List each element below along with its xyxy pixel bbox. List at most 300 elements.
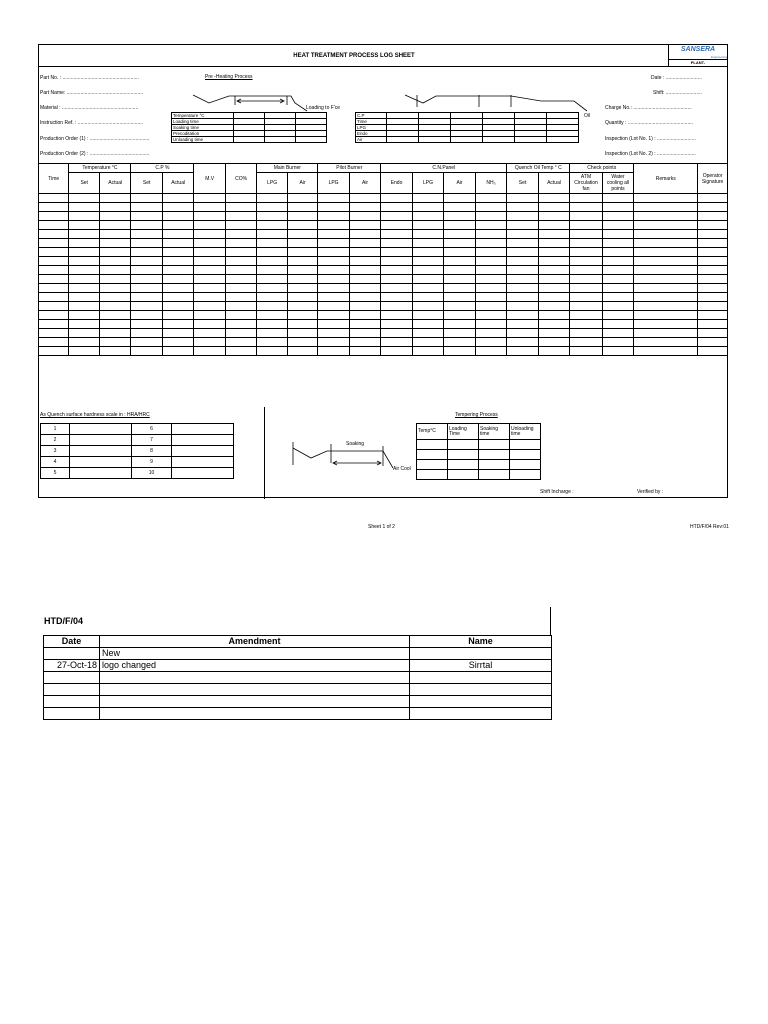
- log-cell[interactable]: [634, 221, 698, 230]
- log-cell[interactable]: [131, 329, 162, 338]
- hardness-value[interactable]: [172, 435, 234, 446]
- log-cell[interactable]: [475, 311, 507, 320]
- log-cell[interactable]: [162, 230, 193, 239]
- log-cell[interactable]: [602, 203, 633, 212]
- log-cell[interactable]: [69, 203, 99, 212]
- log-cell[interactable]: [444, 239, 475, 248]
- log-cell[interactable]: [69, 302, 99, 311]
- log-cell[interactable]: [131, 320, 162, 329]
- log-cell[interactable]: [162, 239, 193, 248]
- log-cell[interactable]: [39, 221, 69, 230]
- log-cell[interactable]: [162, 257, 193, 266]
- log-cell[interactable]: [131, 293, 162, 302]
- amendment-name[interactable]: Sirrtal: [410, 660, 552, 672]
- amendment-amendment[interactable]: logo changed: [100, 660, 410, 672]
- log-cell[interactable]: [381, 230, 412, 239]
- log-cell[interactable]: [318, 221, 349, 230]
- tempering-cell[interactable]: [479, 460, 510, 470]
- log-cell[interactable]: [131, 194, 162, 203]
- part-no-field[interactable]: Part No. : .......................................................: [40, 75, 139, 81]
- log-cell[interactable]: [507, 302, 538, 311]
- log-cell[interactable]: [381, 347, 412, 356]
- log-cell[interactable]: [131, 347, 162, 356]
- amendment-name[interactable]: [410, 708, 552, 720]
- tempering-cell[interactable]: [448, 470, 479, 480]
- log-cell[interactable]: [412, 230, 443, 239]
- log-cell[interactable]: [698, 239, 728, 248]
- charge-no-field[interactable]: Charge No.: ..........................................: [605, 105, 692, 111]
- amendment-amendment[interactable]: [100, 696, 410, 708]
- log-cell[interactable]: [69, 347, 99, 356]
- log-cell[interactable]: [444, 194, 475, 203]
- log-cell[interactable]: [69, 275, 99, 284]
- log-cell[interactable]: [538, 320, 569, 329]
- log-cell[interactable]: [39, 320, 69, 329]
- log-cell[interactable]: [381, 302, 412, 311]
- log-cell[interactable]: [381, 284, 412, 293]
- log-cell[interactable]: [381, 248, 412, 257]
- log-cell[interactable]: [602, 302, 633, 311]
- log-cell[interactable]: [287, 320, 317, 329]
- log-cell[interactable]: [538, 230, 569, 239]
- log-cell[interactable]: [602, 320, 633, 329]
- preheat-right-cell[interactable]: [547, 137, 579, 143]
- log-cell[interactable]: [698, 284, 728, 293]
- log-cell[interactable]: [194, 194, 225, 203]
- log-cell[interactable]: [225, 320, 256, 329]
- preheat-right-cell[interactable]: [483, 137, 515, 143]
- log-cell[interactable]: [507, 329, 538, 338]
- log-cell[interactable]: [444, 221, 475, 230]
- hardness-value[interactable]: [172, 468, 234, 479]
- log-cell[interactable]: [225, 302, 256, 311]
- shift-incharge-field[interactable]: Shift Incharge :: [540, 489, 574, 495]
- log-cell[interactable]: [412, 266, 443, 275]
- log-cell[interactable]: [225, 293, 256, 302]
- log-cell[interactable]: [381, 320, 412, 329]
- log-cell[interactable]: [570, 338, 603, 347]
- log-cell[interactable]: [39, 347, 69, 356]
- log-cell[interactable]: [381, 212, 412, 221]
- log-cell[interactable]: [381, 239, 412, 248]
- log-cell[interactable]: [634, 338, 698, 347]
- log-cell[interactable]: [194, 329, 225, 338]
- log-cell[interactable]: [39, 311, 69, 320]
- production-order-1-field[interactable]: Production Order (1) : ...........................................: [40, 136, 150, 142]
- log-cell[interactable]: [39, 275, 69, 284]
- log-cell[interactable]: [444, 302, 475, 311]
- log-cell[interactable]: [634, 302, 698, 311]
- amendment-amendment[interactable]: New: [100, 648, 410, 660]
- log-cell[interactable]: [570, 302, 603, 311]
- log-cell[interactable]: [318, 275, 349, 284]
- log-cell[interactable]: [287, 275, 317, 284]
- log-cell[interactable]: [194, 347, 225, 356]
- log-cell[interactable]: [131, 221, 162, 230]
- log-cell[interactable]: [538, 338, 569, 347]
- log-cell[interactable]: [538, 266, 569, 275]
- log-cell[interactable]: [194, 212, 225, 221]
- log-cell[interactable]: [131, 266, 162, 275]
- log-cell[interactable]: [475, 194, 507, 203]
- log-cell[interactable]: [162, 293, 193, 302]
- log-cell[interactable]: [602, 329, 633, 338]
- amendment-amendment[interactable]: [100, 708, 410, 720]
- log-cell[interactable]: [444, 257, 475, 266]
- log-cell[interactable]: [381, 266, 412, 275]
- log-cell[interactable]: [69, 284, 99, 293]
- log-cell[interactable]: [381, 275, 412, 284]
- log-cell[interactable]: [507, 248, 538, 257]
- log-cell[interactable]: [444, 320, 475, 329]
- amendment-amendment[interactable]: [100, 684, 410, 696]
- log-cell[interactable]: [349, 230, 380, 239]
- amendment-amendment[interactable]: [100, 672, 410, 684]
- log-cell[interactable]: [412, 194, 443, 203]
- instruction-ref-field[interactable]: Instruction Ref. : ...............................................: [40, 120, 144, 126]
- log-cell[interactable]: [131, 275, 162, 284]
- amendment-name[interactable]: [410, 696, 552, 708]
- hardness-value[interactable]: [172, 424, 234, 435]
- log-cell[interactable]: [131, 257, 162, 266]
- log-cell[interactable]: [225, 248, 256, 257]
- log-cell[interactable]: [444, 338, 475, 347]
- log-cell[interactable]: [570, 275, 603, 284]
- log-cell[interactable]: [698, 311, 728, 320]
- log-cell[interactable]: [475, 320, 507, 329]
- verified-by-field[interactable]: Verified by :: [637, 489, 664, 495]
- log-cell[interactable]: [698, 293, 728, 302]
- log-cell[interactable]: [257, 248, 287, 257]
- log-cell[interactable]: [570, 248, 603, 257]
- log-cell[interactable]: [318, 194, 349, 203]
- log-cell[interactable]: [287, 203, 317, 212]
- log-cell[interactable]: [162, 329, 193, 338]
- log-cell[interactable]: [538, 257, 569, 266]
- log-cell[interactable]: [538, 248, 569, 257]
- log-cell[interactable]: [257, 266, 287, 275]
- log-cell[interactable]: [131, 230, 162, 239]
- log-cell[interactable]: [318, 338, 349, 347]
- log-cell[interactable]: [257, 257, 287, 266]
- log-cell[interactable]: [225, 284, 256, 293]
- log-cell[interactable]: [507, 266, 538, 275]
- log-cell[interactable]: [39, 284, 69, 293]
- log-cell[interactable]: [538, 212, 569, 221]
- log-cell[interactable]: [412, 248, 443, 257]
- log-cell[interactable]: [287, 293, 317, 302]
- log-cell[interactable]: [475, 203, 507, 212]
- log-cell[interactable]: [162, 194, 193, 203]
- log-cell[interactable]: [698, 338, 728, 347]
- log-cell[interactable]: [318, 248, 349, 257]
- log-cell[interactable]: [225, 275, 256, 284]
- log-cell[interactable]: [318, 266, 349, 275]
- material-field[interactable]: Material : .......................................................: [40, 105, 139, 111]
- log-cell[interactable]: [507, 203, 538, 212]
- log-cell[interactable]: [99, 248, 131, 257]
- log-cell[interactable]: [69, 266, 99, 275]
- log-cell[interactable]: [698, 329, 728, 338]
- log-cell[interactable]: [634, 194, 698, 203]
- log-cell[interactable]: [412, 320, 443, 329]
- log-cell[interactable]: [570, 266, 603, 275]
- log-cell[interactable]: [257, 329, 287, 338]
- log-cell[interactable]: [538, 311, 569, 320]
- log-cell[interactable]: [39, 329, 69, 338]
- log-cell[interactable]: [475, 293, 507, 302]
- log-cell[interactable]: [194, 257, 225, 266]
- log-cell[interactable]: [507, 257, 538, 266]
- log-cell[interactable]: [287, 329, 317, 338]
- log-cell[interactable]: [444, 329, 475, 338]
- log-cell[interactable]: [507, 275, 538, 284]
- log-cell[interactable]: [634, 239, 698, 248]
- log-cell[interactable]: [162, 221, 193, 230]
- log-cell[interactable]: [257, 239, 287, 248]
- log-cell[interactable]: [349, 194, 380, 203]
- hardness-value[interactable]: [70, 435, 132, 446]
- log-cell[interactable]: [131, 248, 162, 257]
- log-cell[interactable]: [257, 293, 287, 302]
- log-cell[interactable]: [602, 311, 633, 320]
- tempering-cell[interactable]: [510, 440, 541, 450]
- log-cell[interactable]: [318, 230, 349, 239]
- tempering-cell[interactable]: [448, 440, 479, 450]
- date-field[interactable]: Date : ..........................: [651, 75, 702, 81]
- log-cell[interactable]: [698, 347, 728, 356]
- log-cell[interactable]: [162, 320, 193, 329]
- log-cell[interactable]: [602, 221, 633, 230]
- production-order-2-field[interactable]: Production Order (2) : ...........................................: [40, 151, 150, 157]
- log-cell[interactable]: [698, 266, 728, 275]
- log-cell[interactable]: [287, 221, 317, 230]
- log-cell[interactable]: [634, 212, 698, 221]
- log-cell[interactable]: [194, 203, 225, 212]
- log-cell[interactable]: [131, 239, 162, 248]
- tempering-cell[interactable]: [510, 460, 541, 470]
- hardness-value[interactable]: [70, 468, 132, 479]
- log-cell[interactable]: [287, 311, 317, 320]
- log-cell[interactable]: [131, 311, 162, 320]
- log-cell[interactable]: [39, 293, 69, 302]
- log-cell[interactable]: [634, 230, 698, 239]
- log-cell[interactable]: [602, 284, 633, 293]
- log-cell[interactable]: [507, 230, 538, 239]
- log-cell[interactable]: [538, 221, 569, 230]
- log-cell[interactable]: [39, 230, 69, 239]
- log-cell[interactable]: [444, 248, 475, 257]
- log-cell[interactable]: [225, 266, 256, 275]
- log-cell[interactable]: [349, 293, 380, 302]
- log-cell[interactable]: [131, 203, 162, 212]
- log-cell[interactable]: [538, 284, 569, 293]
- log-cell[interactable]: [349, 284, 380, 293]
- log-cell[interactable]: [381, 194, 412, 203]
- log-cell[interactable]: [412, 203, 443, 212]
- log-cell[interactable]: [634, 293, 698, 302]
- log-cell[interactable]: [287, 284, 317, 293]
- log-cell[interactable]: [381, 203, 412, 212]
- log-cell[interactable]: [634, 347, 698, 356]
- log-cell[interactable]: [69, 248, 99, 257]
- log-cell[interactable]: [507, 338, 538, 347]
- log-cell[interactable]: [287, 230, 317, 239]
- quantity-field[interactable]: Quantity : ...............................................: [605, 120, 694, 126]
- amendment-name[interactable]: [410, 684, 552, 696]
- log-cell[interactable]: [349, 275, 380, 284]
- log-cell[interactable]: [602, 293, 633, 302]
- tempering-cell[interactable]: [448, 460, 479, 470]
- log-cell[interactable]: [475, 248, 507, 257]
- log-cell[interactable]: [99, 311, 131, 320]
- preheat-right-cell[interactable]: [419, 137, 451, 143]
- log-cell[interactable]: [318, 257, 349, 266]
- log-cell[interactable]: [287, 302, 317, 311]
- log-cell[interactable]: [162, 275, 193, 284]
- log-cell[interactable]: [538, 239, 569, 248]
- log-cell[interactable]: [475, 275, 507, 284]
- log-cell[interactable]: [318, 347, 349, 356]
- log-cell[interactable]: [194, 338, 225, 347]
- log-cell[interactable]: [99, 212, 131, 221]
- log-cell[interactable]: [507, 311, 538, 320]
- log-cell[interactable]: [349, 257, 380, 266]
- log-cell[interactable]: [69, 293, 99, 302]
- tempering-cell[interactable]: [479, 440, 510, 450]
- log-cell[interactable]: [507, 320, 538, 329]
- log-cell[interactable]: [507, 347, 538, 356]
- log-cell[interactable]: [99, 302, 131, 311]
- log-cell[interactable]: [99, 230, 131, 239]
- log-cell[interactable]: [381, 329, 412, 338]
- log-cell[interactable]: [257, 302, 287, 311]
- log-cell[interactable]: [69, 311, 99, 320]
- log-cell[interactable]: [349, 347, 380, 356]
- log-cell[interactable]: [349, 329, 380, 338]
- log-cell[interactable]: [194, 275, 225, 284]
- log-cell[interactable]: [69, 338, 99, 347]
- log-cell[interactable]: [570, 221, 603, 230]
- log-cell[interactable]: [69, 257, 99, 266]
- log-cell[interactable]: [570, 347, 603, 356]
- log-cell[interactable]: [698, 212, 728, 221]
- log-cell[interactable]: [69, 221, 99, 230]
- log-cell[interactable]: [318, 293, 349, 302]
- log-cell[interactable]: [507, 221, 538, 230]
- log-cell[interactable]: [39, 203, 69, 212]
- hardness-value[interactable]: [172, 457, 234, 468]
- log-cell[interactable]: [39, 302, 69, 311]
- log-cell[interactable]: [225, 347, 256, 356]
- log-cell[interactable]: [257, 212, 287, 221]
- log-cell[interactable]: [412, 347, 443, 356]
- log-cell[interactable]: [39, 266, 69, 275]
- log-cell[interactable]: [475, 239, 507, 248]
- log-cell[interactable]: [475, 230, 507, 239]
- log-cell[interactable]: [475, 284, 507, 293]
- log-cell[interactable]: [349, 248, 380, 257]
- log-cell[interactable]: [287, 347, 317, 356]
- log-cell[interactable]: [194, 293, 225, 302]
- hardness-value[interactable]: [70, 424, 132, 435]
- preheat-left-cell[interactable]: [234, 137, 265, 143]
- log-cell[interactable]: [225, 311, 256, 320]
- log-cell[interactable]: [444, 293, 475, 302]
- log-cell[interactable]: [287, 338, 317, 347]
- log-cell[interactable]: [162, 203, 193, 212]
- log-cell[interactable]: [634, 320, 698, 329]
- hardness-value[interactable]: [172, 446, 234, 457]
- log-cell[interactable]: [602, 338, 633, 347]
- log-cell[interactable]: [444, 275, 475, 284]
- log-cell[interactable]: [39, 257, 69, 266]
- inspection-lot-1-field[interactable]: Inspection (Lot No. 1) : ............................: [605, 136, 696, 142]
- preheat-left-cell[interactable]: [296, 137, 327, 143]
- log-cell[interactable]: [349, 311, 380, 320]
- log-cell[interactable]: [39, 194, 69, 203]
- log-cell[interactable]: [318, 284, 349, 293]
- log-cell[interactable]: [287, 266, 317, 275]
- log-cell[interactable]: [99, 275, 131, 284]
- log-cell[interactable]: [412, 302, 443, 311]
- log-cell[interactable]: [194, 248, 225, 257]
- amendment-date[interactable]: [44, 708, 100, 720]
- log-cell[interactable]: [444, 212, 475, 221]
- log-cell[interactable]: [507, 293, 538, 302]
- log-cell[interactable]: [162, 266, 193, 275]
- log-cell[interactable]: [475, 257, 507, 266]
- log-cell[interactable]: [349, 239, 380, 248]
- shift-field[interactable]: Shift: ..........................: [653, 90, 702, 96]
- log-cell[interactable]: [602, 239, 633, 248]
- amendment-date[interactable]: [44, 696, 100, 708]
- log-cell[interactable]: [162, 284, 193, 293]
- log-cell[interactable]: [69, 230, 99, 239]
- log-cell[interactable]: [475, 302, 507, 311]
- log-cell[interactable]: [131, 284, 162, 293]
- log-cell[interactable]: [99, 266, 131, 275]
- log-cell[interactable]: [225, 230, 256, 239]
- log-cell[interactable]: [225, 338, 256, 347]
- log-cell[interactable]: [318, 239, 349, 248]
- log-cell[interactable]: [538, 293, 569, 302]
- log-cell[interactable]: [698, 221, 728, 230]
- log-cell[interactable]: [99, 221, 131, 230]
- amendment-date[interactable]: 27-Oct-18: [44, 660, 100, 672]
- log-cell[interactable]: [99, 329, 131, 338]
- log-cell[interactable]: [99, 239, 131, 248]
- hardness-value[interactable]: [70, 457, 132, 468]
- log-cell[interactable]: [257, 311, 287, 320]
- tempering-cell[interactable]: [417, 450, 448, 460]
- log-cell[interactable]: [570, 329, 603, 338]
- log-cell[interactable]: [412, 284, 443, 293]
- log-cell[interactable]: [475, 212, 507, 221]
- log-cell[interactable]: [318, 302, 349, 311]
- log-cell[interactable]: [412, 221, 443, 230]
- log-cell[interactable]: [225, 212, 256, 221]
- log-cell[interactable]: [412, 239, 443, 248]
- log-cell[interactable]: [69, 320, 99, 329]
- log-cell[interactable]: [257, 221, 287, 230]
- log-cell[interactable]: [507, 239, 538, 248]
- log-cell[interactable]: [698, 257, 728, 266]
- log-cell[interactable]: [475, 221, 507, 230]
- log-cell[interactable]: [602, 257, 633, 266]
- log-cell[interactable]: [698, 302, 728, 311]
- log-cell[interactable]: [570, 257, 603, 266]
